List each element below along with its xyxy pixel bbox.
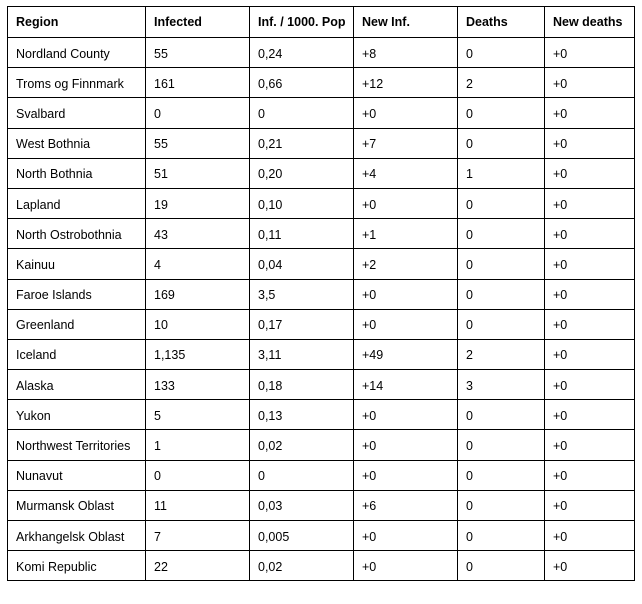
cell-deaths: 0 bbox=[458, 309, 545, 339]
cell-new-deaths: +0 bbox=[545, 279, 635, 309]
cell-new-infections: +49 bbox=[354, 339, 458, 369]
cell-region: Greenland bbox=[8, 309, 146, 339]
cell-region: Alaska bbox=[8, 370, 146, 400]
cell-infection-rate: 0 bbox=[250, 460, 354, 490]
table-row bbox=[8, 521, 635, 551]
cell-new-infections: +12 bbox=[354, 68, 458, 98]
table-row bbox=[8, 309, 635, 339]
cell-infection-rate: 0,20 bbox=[250, 158, 354, 188]
table-row bbox=[8, 249, 635, 279]
cell-infection-rate: 0,24 bbox=[250, 38, 354, 68]
cell-infection-rate: 3,5 bbox=[250, 279, 354, 309]
cell-region: Nunavut bbox=[8, 460, 146, 490]
table-row bbox=[8, 279, 635, 309]
cell-infected: 133 bbox=[146, 370, 250, 400]
cell-new-deaths: +0 bbox=[545, 309, 635, 339]
table-row bbox=[8, 128, 635, 158]
cell-deaths: 0 bbox=[458, 188, 545, 218]
cell-deaths: 0 bbox=[458, 400, 545, 430]
cell-infected: 43 bbox=[146, 219, 250, 249]
cell-deaths: 2 bbox=[458, 339, 545, 369]
cell-new-deaths: +0 bbox=[545, 460, 635, 490]
cell-deaths: 0 bbox=[458, 551, 545, 581]
table-row bbox=[8, 490, 635, 520]
cell-region: Yukon bbox=[8, 400, 146, 430]
cell-infected: 5 bbox=[146, 400, 250, 430]
cell-new-deaths: +0 bbox=[545, 400, 635, 430]
cell-region: Arkhangelsk Oblast bbox=[8, 521, 146, 551]
cell-deaths: 0 bbox=[458, 430, 545, 460]
cell-new-deaths: +0 bbox=[545, 551, 635, 581]
cell-infection-rate: 0,03 bbox=[250, 490, 354, 520]
cell-new-deaths: +0 bbox=[545, 188, 635, 218]
cell-infected: 7 bbox=[146, 521, 250, 551]
cell-infection-rate: 0,02 bbox=[250, 430, 354, 460]
cell-infection-rate: 0,005 bbox=[250, 521, 354, 551]
cell-infection-rate: 0,18 bbox=[250, 370, 354, 400]
regions-table bbox=[7, 6, 635, 581]
cell-new-deaths: +0 bbox=[545, 98, 635, 128]
cell-new-infections: +0 bbox=[354, 279, 458, 309]
cell-region: Komi Republic bbox=[8, 551, 146, 581]
cell-new-deaths: +0 bbox=[545, 158, 635, 188]
cell-deaths: 0 bbox=[458, 128, 545, 158]
cell-new-infections: +1 bbox=[354, 219, 458, 249]
cell-infection-rate: 0,66 bbox=[250, 68, 354, 98]
table-header-row bbox=[8, 7, 635, 38]
table-row bbox=[8, 430, 635, 460]
cell-new-infections: +0 bbox=[354, 430, 458, 460]
cell-infection-rate: 0,13 bbox=[250, 400, 354, 430]
cell-new-deaths: +0 bbox=[545, 219, 635, 249]
cell-new-deaths: +0 bbox=[545, 370, 635, 400]
cell-infected: 1 bbox=[146, 430, 250, 460]
cell-infected: 1,135 bbox=[146, 339, 250, 369]
cell-deaths: 0 bbox=[458, 490, 545, 520]
cell-deaths: 0 bbox=[458, 219, 545, 249]
cell-infected: 51 bbox=[146, 158, 250, 188]
cell-new-infections: +0 bbox=[354, 551, 458, 581]
cell-infected: 169 bbox=[146, 279, 250, 309]
table-row bbox=[8, 460, 635, 490]
cell-deaths: 3 bbox=[458, 370, 545, 400]
cell-infected: 0 bbox=[146, 460, 250, 490]
cell-deaths: 0 bbox=[458, 460, 545, 490]
cell-region: Faroe Islands bbox=[8, 279, 146, 309]
cell-region: West Bothnia bbox=[8, 128, 146, 158]
cell-deaths: 0 bbox=[458, 249, 545, 279]
cell-new-infections: +7 bbox=[354, 128, 458, 158]
cell-infected: 11 bbox=[146, 490, 250, 520]
cell-region: Northwest Territories bbox=[8, 430, 146, 460]
cell-deaths: 2 bbox=[458, 68, 545, 98]
table-row bbox=[8, 551, 635, 581]
cell-infection-rate: 0,10 bbox=[250, 188, 354, 218]
cell-infected: 0 bbox=[146, 98, 250, 128]
table-body bbox=[8, 38, 635, 581]
cell-new-infections: +0 bbox=[354, 98, 458, 128]
table-row bbox=[8, 400, 635, 430]
cell-region: North Ostrobothnia bbox=[8, 219, 146, 249]
cell-new-infections: +0 bbox=[354, 188, 458, 218]
cell-region: Svalbard bbox=[8, 98, 146, 128]
cell-region: Murmansk Oblast bbox=[8, 490, 146, 520]
cell-new-infections: +0 bbox=[354, 460, 458, 490]
cell-deaths: 0 bbox=[458, 279, 545, 309]
cell-deaths: 0 bbox=[458, 98, 545, 128]
header-deaths: Deaths bbox=[458, 7, 545, 38]
cell-infection-rate: 0,04 bbox=[250, 249, 354, 279]
header-infection-rate: Inf. / 1000. Pop bbox=[250, 7, 354, 38]
cell-new-infections: +6 bbox=[354, 490, 458, 520]
cell-infected: 19 bbox=[146, 188, 250, 218]
cell-infected: 4 bbox=[146, 249, 250, 279]
cell-infected: 161 bbox=[146, 68, 250, 98]
header-new-infections: New Inf. bbox=[354, 7, 458, 38]
cell-new-infections: +0 bbox=[354, 309, 458, 339]
cell-infection-rate: 0,11 bbox=[250, 219, 354, 249]
cell-region: Nordland County bbox=[8, 38, 146, 68]
cell-infected: 55 bbox=[146, 128, 250, 158]
table-row bbox=[8, 38, 635, 68]
table-row bbox=[8, 339, 635, 369]
cell-infection-rate: 3,11 bbox=[250, 339, 354, 369]
table-row bbox=[8, 188, 635, 218]
cell-region: Lapland bbox=[8, 188, 146, 218]
cell-infected: 55 bbox=[146, 38, 250, 68]
cell-region: Iceland bbox=[8, 339, 146, 369]
cell-new-deaths: +0 bbox=[545, 339, 635, 369]
cell-infected: 10 bbox=[146, 309, 250, 339]
cell-deaths: 0 bbox=[458, 38, 545, 68]
cell-new-deaths: +0 bbox=[545, 38, 635, 68]
header-region: Region bbox=[8, 7, 146, 38]
cell-new-infections: +0 bbox=[354, 521, 458, 551]
cell-infection-rate: 0 bbox=[250, 98, 354, 128]
cell-region: North Bothnia bbox=[8, 158, 146, 188]
table-row bbox=[8, 98, 635, 128]
cell-region: Kainuu bbox=[8, 249, 146, 279]
cell-deaths: 1 bbox=[458, 158, 545, 188]
cell-new-deaths: +0 bbox=[545, 128, 635, 158]
cell-infection-rate: 0,02 bbox=[250, 551, 354, 581]
cell-new-deaths: +0 bbox=[545, 430, 635, 460]
cell-new-infections: +0 bbox=[354, 400, 458, 430]
header-new-deaths: New deaths bbox=[545, 7, 635, 38]
cell-infected: 22 bbox=[146, 551, 250, 581]
cell-new-deaths: +0 bbox=[545, 490, 635, 520]
table-row bbox=[8, 370, 635, 400]
cell-new-infections: +8 bbox=[354, 38, 458, 68]
cell-infection-rate: 0,17 bbox=[250, 309, 354, 339]
cell-infection-rate: 0,21 bbox=[250, 128, 354, 158]
cell-new-infections: +4 bbox=[354, 158, 458, 188]
header-infected: Infected bbox=[146, 7, 250, 38]
table-row bbox=[8, 158, 635, 188]
cell-region: Troms og Finnmark bbox=[8, 68, 146, 98]
cell-deaths: 0 bbox=[458, 521, 545, 551]
cell-new-infections: +2 bbox=[354, 249, 458, 279]
cell-new-deaths: +0 bbox=[545, 249, 635, 279]
cell-new-deaths: +0 bbox=[545, 68, 635, 98]
table-row bbox=[8, 68, 635, 98]
table-row bbox=[8, 219, 635, 249]
cell-new-deaths: +0 bbox=[545, 521, 635, 551]
cell-new-infections: +14 bbox=[354, 370, 458, 400]
